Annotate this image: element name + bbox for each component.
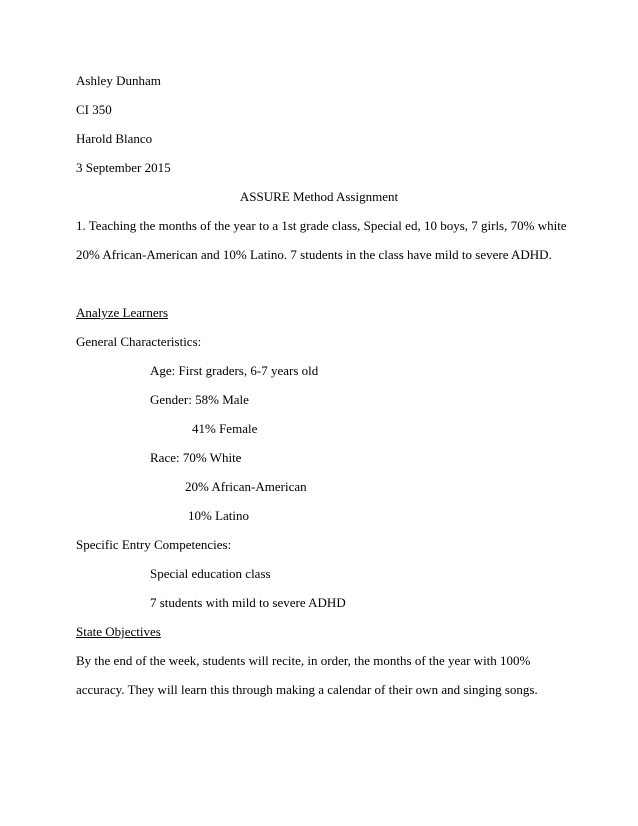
student-name: Ashley Dunham <box>76 73 161 88</box>
course-code: CI 350 <box>76 102 112 117</box>
objectives-line-2: accuracy. They will learn this through making a calendar of their own and singing songs. <box>76 682 538 697</box>
competency-special-education: Special education class <box>150 566 271 581</box>
document-title: ASSURE Method Assignment <box>239 189 399 204</box>
document-date: 3 September 2015 <box>76 160 171 175</box>
intro-line-1: 1. Teaching the months of the year to a 1st grade class, Special ed, 10 boys, 7 girls, 70% white <box>76 218 567 233</box>
general-characteristics-heading: General Characteristics: <box>76 334 202 349</box>
state-objectives-heading: State Objectives <box>76 624 161 639</box>
intro-line-2: 20% African-American and 10% Latino. 7 students in the class have mild to severe ADHD. <box>76 247 552 262</box>
gender-male-line: Gender: 58% Male <box>150 392 249 407</box>
age-line: Age: First graders, 6-7 years old <box>150 363 319 378</box>
race-latino-line: 10% Latino <box>188 508 250 523</box>
specific-competencies-heading: Specific Entry Competencies: <box>76 537 232 552</box>
race-african-american-line: 20% African-American <box>185 479 307 494</box>
objectives-line-1: By the end of the week, students will recite, in order, the months of the year with 100% <box>76 653 531 668</box>
gender-female-line: 41% Female <box>192 421 258 436</box>
competency-adhd: 7 students with mild to severe ADHD <box>150 595 346 610</box>
analyze-learners-heading: Analyze Learners <box>76 305 169 320</box>
race-white-line: Race: 70% White <box>150 450 242 465</box>
instructor-name: Harold Blanco <box>76 131 153 146</box>
